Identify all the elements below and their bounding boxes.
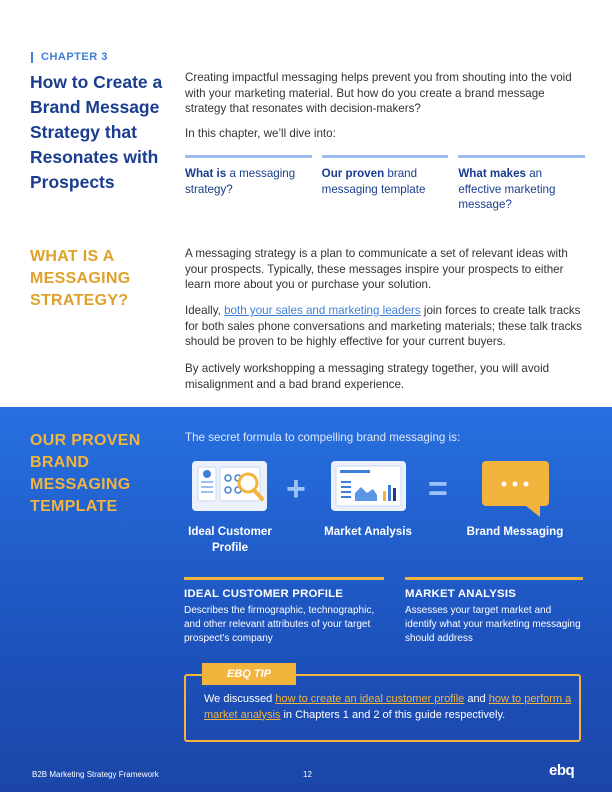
topic-rest: brand messaging template (321, 167, 426, 196)
section-heading-messaging-strategy: WHAT IS A MESSAGING STRATEGY? (30, 248, 131, 309)
footer-doc-title: B2B Marketing Strategy Framework (32, 770, 159, 779)
text-span: join forces to create talk tracks for both sales phone conversations and marketing materials; these talk tracks should be proven to be highly effective for your current buyers. (185, 304, 582, 348)
definition-market-analysis (405, 577, 583, 646)
icon-label-icp: Ideal Customer Profile (188, 525, 272, 554)
text-span: Ideally, (185, 304, 225, 317)
speech-bubble-icon (482, 461, 549, 506)
ebq-logo: ebq (549, 762, 575, 779)
topic-rest: a messaging strategy? (185, 167, 296, 196)
text-span: in Chapters 1 and 2 of this guide respectively. (280, 708, 506, 721)
section1-paragraph-1: A messaging strategy is a plan to communicate a set of relevant ideas with your prospects. Typically, these messages inspire your prospects to either learn more about you or purchase your solution. (185, 247, 568, 291)
market-analysis-icon (331, 461, 406, 511)
intro-paragraph: Creating impactful messaging helps prevent you from shouting into the void with your marketing material. But how do you create a brand message strategy that resonates with decision-makers? (185, 71, 572, 115)
page-title (30, 70, 175, 195)
definition-title: MARKET ANALYSIS (405, 588, 517, 600)
definition-text: Describes the firmographic, technographic, and other relevant attributes of your target prospect’s company (184, 605, 375, 644)
customer-profile-icon (192, 461, 267, 511)
icon-label-market-analysis: Market Analysis (324, 525, 412, 538)
chapter-text: CHAPTER 3 (41, 51, 108, 63)
market-analysis-chapter-link[interactable]: how to perform a market analysis (204, 693, 572, 721)
section1-paragraph-2 (185, 303, 585, 350)
topic-card-messaging-strategy[interactable] (185, 155, 312, 213)
text-span: and (464, 693, 489, 705)
plus-sign: + (286, 470, 306, 508)
formula-intro: The secret formula to compelling brand messaging is: (185, 431, 461, 444)
icp-chapter-link[interactable]: how to create an ideal customer profile (275, 693, 465, 705)
topic-card-messaging-template[interactable] (322, 155, 449, 213)
chapter-bar (31, 52, 33, 63)
tip-text (204, 692, 574, 723)
tip-label: EBQ TIP (202, 663, 296, 685)
chapter-topics (185, 155, 585, 213)
text-span: We discussed (204, 693, 276, 705)
definition-title: IDEAL CUSTOMER PROFILE (184, 588, 344, 600)
icon-label-brand-messaging: Brand Messaging (466, 525, 564, 538)
equals-sign: = (428, 470, 448, 508)
topic-bold: What makes (458, 167, 526, 180)
section-heading-template: OUR PROVEN BRAND MESSAGING TEMPLATE (30, 432, 141, 515)
definition-icp (184, 577, 384, 646)
intro-lead: In this chapter, we’ll dive into: (185, 127, 336, 140)
sales-marketing-link[interactable]: both your sales and marketing leaders (224, 304, 421, 317)
title-bold: How to Create a Brand Message Strategy (30, 72, 163, 142)
topic-rest: an effective marketing message? (458, 167, 556, 211)
chapter-label (31, 51, 108, 63)
topic-card-marketing-message[interactable] (458, 155, 585, 213)
definition-text: Assesses your target market and identify what your marketing messaging should address (405, 605, 581, 644)
title-rest: that Resonates with Prospects (30, 122, 159, 192)
section1-paragraph-3: By actively workshopping a messaging strategy together, you will avoid misalignment and a bad brand experience. (185, 362, 550, 391)
topic-bold: Our proven (321, 167, 385, 180)
topic-bold: What is (185, 167, 227, 180)
page-number: 12 (303, 770, 312, 779)
